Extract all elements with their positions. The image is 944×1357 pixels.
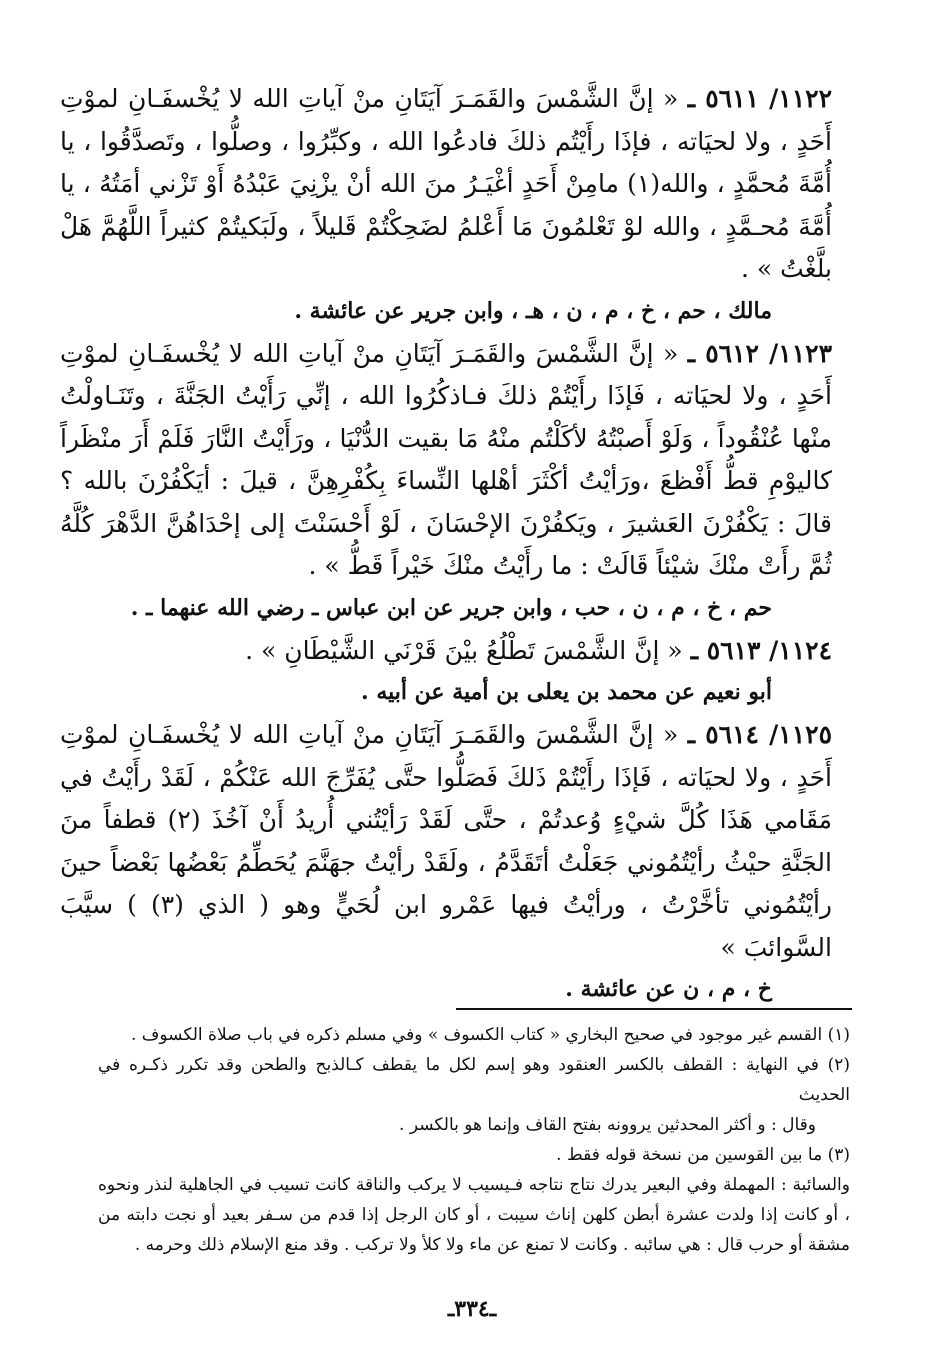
hadith-body: « إنَّ الشَّمْسَ تَطْلُعُ بيْنَ قَرْنَي الشَّيْطَانِ » . (245, 635, 683, 665)
hadith-body: « إنَّ الشَّمْسَ والقَمَـرَ آيَتَانِ منْ آياتِ الله لا يُخْسفَـانِ لموْتِ أَحَدٍ ، ولا لحيَاته ، فإذَا رأَيْتُم ذلكَ فادعُوا الله ، وكبِّرُوا ، وصلُّوا ، وتَصدَّقُوا ، يا أُمَّةَ مُحمَّدٍ ، والله(١) مامِنْ أَحَدٍ أغْيَـرُ منَ الله أنْ يزْنِيَ عَبْدُهُ أَوْ تَزْني أمَتُهُ ، يا أُمَّةَ مُحـمَّدٍ ، والله لوْ تَعْلمُونَ مَا أَعْلمُ لضَحِكْتُمْ قَليلاً ، ولَبَكيتُمْ كثيراً اللَّهُمَّ هَلْ بلَّغْتُ » . (60, 84, 832, 283)
footnotes (98, 1020, 850, 1260)
hadith-1124 (60, 630, 832, 673)
hadith-text-block (60, 78, 832, 1011)
hadith-sources: أبو نعيم عن محمد بن يعلى بن أمية عن أبيه . (361, 679, 772, 705)
hadith-sources: خ ، م ، ن عن عائشة . (565, 976, 772, 1002)
footnote-1: (١) القسم غير موجود في صحيح البخاري « كتاب الكسوف » وفي مسلم ذكره في باب صلاة الكسوف . (130, 1025, 850, 1045)
hadith-1122 (60, 78, 832, 291)
hadith-sources: مالك ، حم ، خ ، م ، ن ، هـ ، وابن جرير عن عائشة . (294, 297, 772, 324)
hadith-number: ١١٢٥/ ٥٦١٤ ـ (687, 720, 832, 749)
footnote-saibah: والسائبة : المهملة وفي البعير يدرك نتاج نتاجه فـيسيب لا يركب والناقة كانت تسيب في الجاهلية لنذر ونحوه ، أو كانت إذا ولدت عشرة أبطن كلهن إناث سيبت ، أو كان الرجل إذا قدم من سـفر بعيد أو نجت دابته من مشقة أو حرب قال : هي سائبه . وكانت لا تمنع عن ماء ولا كلأ ولا تركب . وقد منع الإسلام ذلك وحرمه . (98, 1175, 850, 1255)
hadith-1125 (60, 714, 832, 969)
hadith-number: ١١٢٤/ ٥٦١٣ ـ (690, 635, 832, 665)
footnote-divider (456, 1008, 852, 1010)
hadith-number: ١١٢٣/ ٥٦١٢ ـ (687, 338, 832, 368)
page-number: ـ٣٣٤ـ (447, 1296, 497, 1322)
footnote-2: (٢) في النهاية : القطف بالكسر العنقود وهو إسم لكل ما يقطف كـالذبح والطحن وقد تكرر ذكـره في الحديث (98, 1055, 850, 1105)
hadith-body: « إنَّ الشَّمْسَ والقَمَـرَ آيَتَانِ منْ آياتِ الله لا يُخْسفَـانِ لموْتِ أَحَدٍ ، ولا لحيَاته ، فَإذَا رأَيْتُمْ ذَلكَ فَصَلُّوا حتَّى يُفَرِّجَ الله عَنْكُمْ ، لَقَدْ رأَيْتُ في مَقَامي هَذَا كُلَّ شيْءٍ وُعدتُمْ ، حتَّى لَقَدْ رَأيْتُني أُريدُ أَنْ آخُذَ (٢) قطفاً منَ الجَنَّةِ حيْثُ رأيْتُمُوني جَعَلْتُ أتَقَدَّمُ ، ولَقَدْ رأيْتُ جهَنَّمَ يُحَطِّمُ بَعْضُها بَعْضاً حينَ رأيْتُمُوني تأخَّرْتُ ، ورأيْتُ فيها عَمْرو ابن لُحَيٍّ وهو ( الذي (٣) ) سيَّبَ السَّوائبَ » (60, 720, 833, 962)
hadith-sources: حم ، خ ، م ، ن ، حب ، وابن جرير عن ابن عباس ـ رضي الله عنهما ـ . (130, 594, 772, 621)
hadith-1123 (60, 333, 832, 588)
footnote-2-continued: وقال : و أكثر المحدثين يروونه بفتح القاف وإنما هو بالكسر . (399, 1115, 816, 1135)
footnote-3: (٣) ما بين القوسين من نسخة قوله فقط . (556, 1145, 850, 1165)
hadith-body: « إنَّ الشَّمْسَ والقَمَـرَ آيَتَانِ منْ آياتِ الله لا يُخْسفَـانِ لموْتِ أَحَدٍ ، ولا لحيَاته ، فَإذَا رأَيْتُمْ ذلكَ فـاذكُرُوا الله ، إنِّي رَأَيْتُ الجَنَّةَ ، وتَنَـاولْتُ منْها عُنْقُوداً ، وَلَوْ أَصبْتُهُ لأكَلْتُم منْهُ مَا بقيت الدُّنْيَا ، ورَأَيْتُ النَّارَ فَلَمْ أَرَ منْظَراً كاليوْمِ قطُّ أَفْظعَ ،ورَأيْتُ أكْثَرَ أهْلها النِّساءَ بِكُفْرِهِنَّ ، قيلَ : أيَكْفُرْنَ بالله ؟ قالَ : يَكْفُرْنَ العَشيرَ ، ويَكفُرْنَ الإحْسَانَ ، لَوْ أَحْسَنْتَ إلى إحْدَاهُنَّ الدَّهْرَ كُلَّهُ ثُمَّ رأَتْ منْكَ شيْئاً قَالَتْ : ما رأَيْتُ منْكَ خَيْراً قَطُّ » . (60, 338, 832, 580)
hadith-number: ١١٢٢/ ٥٦١١ ـ (687, 84, 832, 113)
